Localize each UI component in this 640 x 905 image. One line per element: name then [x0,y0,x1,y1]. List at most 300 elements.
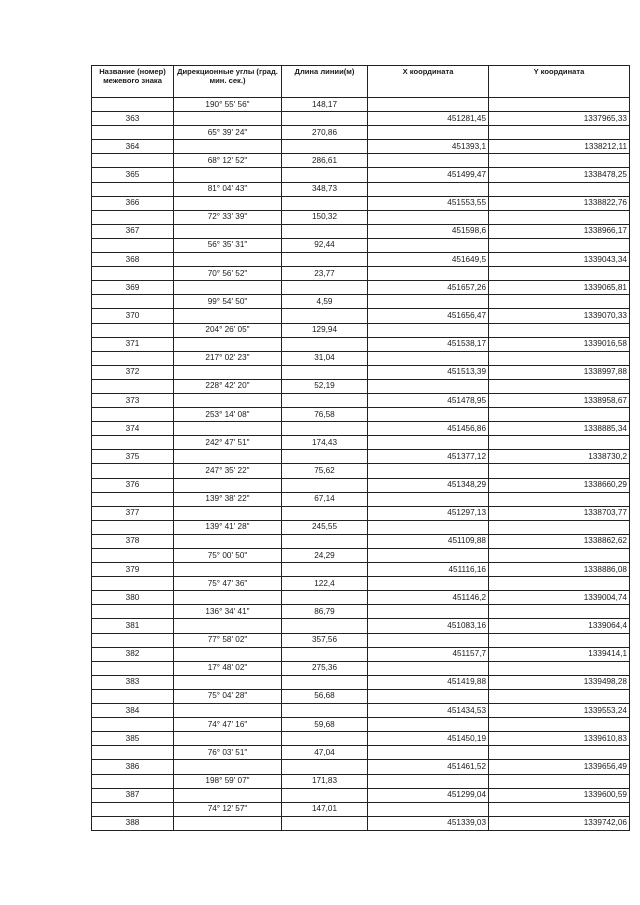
direction-angle-cell [174,816,282,830]
x-coordinate-cell [368,295,489,309]
x-coordinate-cell: 451419,88 [368,675,489,689]
point-name-cell [92,661,174,675]
direction-angle-cell: 72° 33' 39" [174,210,282,224]
table-row [92,436,630,450]
line-length-cell [282,675,368,689]
y-coordinate-cell [489,661,630,675]
direction-angle-cell: 247° 35' 22" [174,464,282,478]
x-coordinate-cell: 451478,95 [368,393,489,407]
line-length-cell [282,704,368,718]
direction-angle-cell: 74° 47' 16" [174,718,282,732]
direction-angle-cell: 204° 26' 05" [174,323,282,337]
direction-angle-cell: 81° 04' 43" [174,182,282,196]
direction-angle-cell: 65° 39' 24" [174,126,282,140]
direction-angle-cell: 17° 48' 02" [174,661,282,675]
x-coordinate-cell [368,98,489,112]
y-coordinate-cell: 1339600,59 [489,788,630,802]
line-length-cell [282,647,368,661]
y-coordinate-cell: 1338885,34 [489,422,630,436]
point-name-cell: 369 [92,281,174,295]
direction-angle-cell: 99° 54' 50" [174,295,282,309]
x-coordinate-cell: 451157,7 [368,647,489,661]
y-coordinate-cell: 1338703,77 [489,506,630,520]
x-coordinate-cell [368,492,489,506]
y-coordinate-cell: 1339065,81 [489,281,630,295]
y-coordinate-cell [489,408,630,422]
table-row [92,577,630,591]
direction-angle-cell [174,253,282,267]
direction-angle-cell [174,196,282,210]
line-length-cell: 4,59 [282,295,368,309]
table-row [92,267,630,281]
table-row [92,196,630,210]
point-name-cell [92,718,174,732]
line-length-cell: 92,44 [282,238,368,252]
line-length-cell: 56,68 [282,689,368,703]
y-coordinate-cell: 1339064,4 [489,619,630,633]
point-name-cell: 378 [92,534,174,548]
point-name-cell [92,379,174,393]
point-name-cell [92,98,174,112]
x-coordinate-cell: 451450,19 [368,732,489,746]
line-length-cell: 174,43 [282,436,368,450]
line-length-cell: 67,14 [282,492,368,506]
header-name: Название (номер) межевого знака [92,66,174,98]
direction-angle-cell: 75° 04' 28" [174,689,282,703]
x-coordinate-cell: 451339,03 [368,816,489,830]
table-header-row [92,66,630,98]
table-row [92,788,630,802]
x-coordinate-cell [368,379,489,393]
point-name-cell [92,802,174,816]
y-coordinate-cell [489,323,630,337]
line-length-cell [282,450,368,464]
table-row [92,718,630,732]
point-name-cell [92,633,174,647]
table-row [92,224,630,238]
line-length-cell [282,478,368,492]
table-row [92,422,630,436]
point-name-cell: 366 [92,196,174,210]
y-coordinate-cell: 1339610,83 [489,732,630,746]
point-name-cell: 375 [92,450,174,464]
line-length-cell: 150,32 [282,210,368,224]
table-row [92,534,630,548]
point-name-cell [92,746,174,760]
line-length-cell [282,112,368,126]
direction-angle-cell [174,450,282,464]
y-coordinate-cell: 1338660,29 [489,478,630,492]
table-row [92,689,630,703]
line-length-cell: 171,83 [282,774,368,788]
direction-angle-cell [174,506,282,520]
table-row [92,450,630,464]
y-coordinate-cell: 1338862,62 [489,534,630,548]
x-coordinate-cell [368,436,489,450]
y-coordinate-cell [489,605,630,619]
x-coordinate-cell [368,633,489,647]
x-coordinate-cell: 451109,88 [368,534,489,548]
direction-angle-cell: 70° 56' 52" [174,267,282,281]
line-length-cell: 357,56 [282,633,368,647]
line-length-cell: 147,01 [282,802,368,816]
y-coordinate-cell [489,689,630,703]
x-coordinate-cell [368,746,489,760]
x-coordinate-cell [368,154,489,168]
y-coordinate-cell: 1339070,33 [489,309,630,323]
line-length-cell [282,393,368,407]
line-length-cell [282,281,368,295]
table-row [92,774,630,788]
y-coordinate-cell [489,436,630,450]
y-coordinate-cell: 1339043,34 [489,253,630,267]
x-coordinate-cell [368,210,489,224]
x-coordinate-cell: 451656,47 [368,309,489,323]
x-coordinate-cell: 451434,53 [368,704,489,718]
table-row [92,760,630,774]
y-coordinate-cell [489,351,630,365]
table-row [92,661,630,675]
point-name-cell [92,689,174,703]
x-coordinate-cell: 451281,45 [368,112,489,126]
point-name-cell: 364 [92,140,174,154]
point-name-cell [92,774,174,788]
table-row [92,619,630,633]
x-coordinate-cell [368,182,489,196]
point-name-cell: 380 [92,591,174,605]
table-row [92,464,630,478]
direction-angle-cell [174,534,282,548]
line-length-cell: 286,61 [282,154,368,168]
x-coordinate-cell [368,605,489,619]
y-coordinate-cell [489,549,630,563]
x-coordinate-cell [368,661,489,675]
direction-angle-cell: 190° 55' 56" [174,98,282,112]
direction-angle-cell [174,478,282,492]
point-name-cell: 371 [92,337,174,351]
table-row [92,408,630,422]
line-length-cell: 348,73 [282,182,368,196]
direction-angle-cell [174,365,282,379]
y-coordinate-cell [489,464,630,478]
y-coordinate-cell: 1339553,24 [489,704,630,718]
x-coordinate-cell: 451598,6 [368,224,489,238]
line-length-cell [282,591,368,605]
y-coordinate-cell [489,295,630,309]
point-name-cell [92,154,174,168]
direction-angle-cell: 139° 41' 28" [174,520,282,534]
line-length-cell [282,619,368,633]
line-length-cell: 245,55 [282,520,368,534]
x-coordinate-cell: 451461,52 [368,760,489,774]
x-coordinate-cell [368,549,489,563]
x-coordinate-cell [368,351,489,365]
y-coordinate-cell [489,492,630,506]
x-coordinate-cell [368,689,489,703]
table-row [92,802,630,816]
y-coordinate-cell [489,802,630,816]
y-coordinate-cell: 1337965,33 [489,112,630,126]
point-name-cell [92,408,174,422]
header-angle: Дирекционные углы (град. мин. сек.) [174,66,282,98]
table-row [92,238,630,252]
x-coordinate-cell: 451083,16 [368,619,489,633]
line-length-cell [282,788,368,802]
x-coordinate-cell [368,464,489,478]
y-coordinate-cell: 1339498,28 [489,675,630,689]
y-coordinate-cell [489,746,630,760]
x-coordinate-cell: 451146,2 [368,591,489,605]
x-coordinate-cell [368,267,489,281]
direction-angle-cell: 217° 02' 23" [174,351,282,365]
table-row [92,295,630,309]
direction-angle-cell [174,393,282,407]
point-name-cell: 370 [92,309,174,323]
point-name-cell [92,210,174,224]
y-coordinate-cell: 1339414,1 [489,647,630,661]
line-length-cell: 76,58 [282,408,368,422]
line-length-cell: 86,79 [282,605,368,619]
point-name-cell [92,492,174,506]
line-length-cell: 75,62 [282,464,368,478]
x-coordinate-cell [368,126,489,140]
point-name-cell: 372 [92,365,174,379]
point-name-cell: 367 [92,224,174,238]
x-coordinate-cell: 451393,1 [368,140,489,154]
table-row [92,112,630,126]
table-body [92,98,630,831]
direction-angle-cell [174,337,282,351]
x-coordinate-cell [368,774,489,788]
table-row [92,365,630,379]
x-coordinate-cell: 451348,29 [368,478,489,492]
direction-angle-cell: 198° 59' 07" [174,774,282,788]
x-coordinate-cell: 451297,13 [368,506,489,520]
direction-angle-cell [174,704,282,718]
table-row [92,746,630,760]
direction-angle-cell [174,675,282,689]
header-y: Y координата [489,66,630,98]
table-row [92,351,630,365]
y-coordinate-cell [489,633,630,647]
point-name-cell [92,549,174,563]
x-coordinate-cell [368,577,489,591]
point-name-cell: 376 [92,478,174,492]
direction-angle-cell [174,563,282,577]
boundary-coordinates-table [91,65,630,831]
y-coordinate-cell: 1338997,88 [489,365,630,379]
table-row [92,492,630,506]
x-coordinate-cell: 451657,26 [368,281,489,295]
direction-angle-cell [174,140,282,154]
direction-angle-cell: 77° 58' 02" [174,633,282,647]
header-length: Длина линии(м) [282,66,368,98]
y-coordinate-cell: 1338212,11 [489,140,630,154]
y-coordinate-cell [489,267,630,281]
x-coordinate-cell [368,520,489,534]
direction-angle-cell: 56° 35' 31" [174,238,282,252]
table-row [92,605,630,619]
table-row [92,633,630,647]
x-coordinate-cell: 451513,39 [368,365,489,379]
x-coordinate-cell: 451499,47 [368,168,489,182]
direction-angle-cell: 139° 38' 22" [174,492,282,506]
direction-angle-cell: 242° 47' 51" [174,436,282,450]
point-name-cell: 365 [92,168,174,182]
line-length-cell: 122,4 [282,577,368,591]
point-name-cell: 374 [92,422,174,436]
direction-angle-cell [174,309,282,323]
direction-angle-cell [174,224,282,238]
y-coordinate-cell: 1339656,49 [489,760,630,774]
table-row [92,337,630,351]
point-name-cell [92,182,174,196]
direction-angle-cell [174,422,282,436]
point-name-cell [92,520,174,534]
direction-angle-cell: 75° 00' 50" [174,549,282,563]
y-coordinate-cell: 1338822,76 [489,196,630,210]
y-coordinate-cell: 1338478,25 [489,168,630,182]
x-coordinate-cell [368,323,489,337]
y-coordinate-cell [489,520,630,534]
point-name-cell: 381 [92,619,174,633]
point-name-cell [92,267,174,281]
point-name-cell [92,323,174,337]
y-coordinate-cell [489,98,630,112]
y-coordinate-cell [489,182,630,196]
direction-angle-cell: 74° 12' 57" [174,802,282,816]
point-name-cell: 386 [92,760,174,774]
y-coordinate-cell [489,379,630,393]
point-name-cell [92,464,174,478]
line-length-cell: 47,04 [282,746,368,760]
y-coordinate-cell: 1338966,17 [489,224,630,238]
line-length-cell: 23,77 [282,267,368,281]
direction-angle-cell [174,647,282,661]
line-length-cell [282,224,368,238]
table-row [92,253,630,267]
line-length-cell [282,563,368,577]
point-name-cell: 379 [92,563,174,577]
y-coordinate-cell: 1338958,67 [489,393,630,407]
point-name-cell: 377 [92,506,174,520]
y-coordinate-cell: 1339742,06 [489,816,630,830]
x-coordinate-cell: 451299,04 [368,788,489,802]
line-length-cell: 31,04 [282,351,368,365]
table-row [92,675,630,689]
line-length-cell [282,732,368,746]
direction-angle-cell [174,591,282,605]
line-length-cell [282,196,368,210]
y-coordinate-cell [489,210,630,224]
x-coordinate-cell [368,802,489,816]
table-row [92,506,630,520]
y-coordinate-cell: 1339004,74 [489,591,630,605]
x-coordinate-cell: 451456,86 [368,422,489,436]
line-length-cell: 24,29 [282,549,368,563]
point-name-cell: 384 [92,704,174,718]
direction-angle-cell [174,168,282,182]
line-length-cell [282,506,368,520]
y-coordinate-cell [489,718,630,732]
line-length-cell [282,337,368,351]
direction-angle-cell [174,619,282,633]
x-coordinate-cell [368,408,489,422]
y-coordinate-cell: 1339016,58 [489,337,630,351]
line-length-cell [282,140,368,154]
table-row [92,126,630,140]
direction-angle-cell: 136° 34' 41" [174,605,282,619]
x-coordinate-cell: 451116,16 [368,563,489,577]
table-row [92,478,630,492]
point-name-cell [92,126,174,140]
x-coordinate-cell [368,238,489,252]
table-row [92,393,630,407]
point-name-cell: 387 [92,788,174,802]
table-row [92,210,630,224]
y-coordinate-cell [489,126,630,140]
table-row [92,591,630,605]
line-length-cell [282,534,368,548]
direction-angle-cell [174,112,282,126]
point-name-cell: 363 [92,112,174,126]
line-length-cell: 148,17 [282,98,368,112]
x-coordinate-cell [368,718,489,732]
x-coordinate-cell: 451377,12 [368,450,489,464]
direction-angle-cell [174,760,282,774]
line-length-cell: 270,86 [282,126,368,140]
direction-angle-cell: 68° 12' 52" [174,154,282,168]
y-coordinate-cell [489,154,630,168]
direction-angle-cell: 253° 14' 08" [174,408,282,422]
line-length-cell: 129,94 [282,323,368,337]
point-name-cell: 388 [92,816,174,830]
table-row [92,549,630,563]
y-coordinate-cell: 1338886,08 [489,563,630,577]
direction-angle-cell [174,788,282,802]
point-name-cell: 373 [92,393,174,407]
x-coordinate-cell: 451553,55 [368,196,489,210]
point-name-cell [92,238,174,252]
line-length-cell [282,309,368,323]
line-length-cell [282,816,368,830]
line-length-cell [282,760,368,774]
table-row [92,154,630,168]
point-name-cell: 383 [92,675,174,689]
line-length-cell [282,422,368,436]
direction-angle-cell [174,281,282,295]
y-coordinate-cell [489,774,630,788]
table-row [92,520,630,534]
line-length-cell [282,253,368,267]
table-row [92,281,630,295]
table-row [92,168,630,182]
line-length-cell [282,168,368,182]
line-length-cell: 59,68 [282,718,368,732]
table-row [92,563,630,577]
table-row [92,140,630,154]
point-name-cell [92,351,174,365]
table-row [92,704,630,718]
direction-angle-cell: 228° 42' 20" [174,379,282,393]
y-coordinate-cell [489,238,630,252]
point-name-cell [92,436,174,450]
y-coordinate-cell: 1338730,2 [489,450,630,464]
y-coordinate-cell [489,577,630,591]
table-row [92,182,630,196]
point-name-cell [92,605,174,619]
table-row [92,309,630,323]
